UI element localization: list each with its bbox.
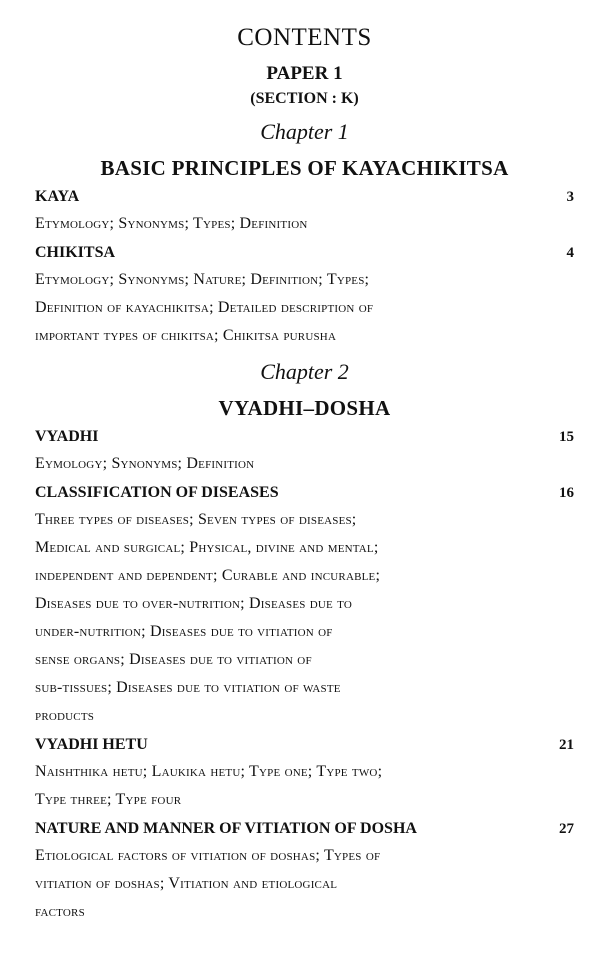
chapter-1 bbox=[35, 118, 574, 350]
description-line: under-nutrition; Diseases due to vitiation of bbox=[35, 623, 333, 640]
toc-entry-chikitsa[interactable] bbox=[35, 240, 574, 350]
description-line: Naishthika hetu; Laukika hetu; Type one; Type two; bbox=[35, 763, 383, 780]
description-line: important types of chikitsa; Chikitsa purusha bbox=[35, 327, 337, 344]
description-line: Three types of diseases; Seven types of diseases; bbox=[35, 511, 357, 528]
entry-page-number[interactable]: 15 bbox=[559, 429, 574, 445]
chapter-title: VYADHI–DOSHA bbox=[218, 396, 391, 420]
entry-heading[interactable]: VYADHI HETU bbox=[35, 736, 148, 753]
description-line: Medical and surgical; Physical, divine and mental; bbox=[35, 539, 379, 556]
entry-description bbox=[35, 450, 574, 478]
entry-description bbox=[35, 210, 574, 238]
entry-heading[interactable]: NATURE AND MANNER OF VITIATION OF DOSHA bbox=[35, 820, 417, 837]
toc-entry-vyadhi-hetu[interactable] bbox=[35, 732, 574, 814]
description-line: Eymology; Synonyms; Definition bbox=[35, 455, 255, 472]
description-line: products bbox=[35, 707, 95, 724]
description-line: Etymology; Synonyms; Types; Definition bbox=[35, 215, 308, 232]
description-line: Type three; Type four bbox=[35, 791, 182, 808]
chapter-label: Chapter 1 bbox=[260, 119, 349, 144]
description-line: Diseases due to over-nutrition; Diseases due to bbox=[35, 595, 353, 612]
entry-heading[interactable]: CLASSIFICATION OF DISEASES bbox=[35, 484, 279, 501]
entry-description bbox=[35, 506, 574, 730]
contents-title: CONTENTS bbox=[237, 24, 372, 51]
entry-description bbox=[35, 758, 574, 814]
entry-description bbox=[35, 842, 574, 926]
section-title: (SECTION : K) bbox=[250, 90, 359, 107]
toc-entry-kaya[interactable] bbox=[35, 184, 574, 238]
entry-page-number[interactable]: 27 bbox=[559, 821, 574, 837]
description-line: independent and dependent; Curable and incurable; bbox=[35, 567, 381, 584]
paper-title: PAPER 1 bbox=[266, 63, 343, 84]
entry-heading[interactable]: CHIKITSA bbox=[35, 244, 116, 261]
entry-heading[interactable]: KAYA bbox=[35, 188, 80, 205]
entry-page-number[interactable]: 4 bbox=[566, 245, 574, 261]
description-line: sense organs; Diseases due to vitiation of bbox=[35, 651, 312, 668]
description-line: factors bbox=[35, 903, 85, 920]
toc-entry-classification-of-diseases[interactable] bbox=[35, 480, 574, 730]
chapter-label: Chapter 2 bbox=[260, 359, 349, 384]
entry-page-number[interactable]: 3 bbox=[566, 189, 574, 205]
description-line: vitiation of doshas; Vitiation and etiological bbox=[35, 875, 338, 892]
chapter-title: BASIC PRINCIPLES OF KAYACHIKITSA bbox=[100, 156, 509, 180]
entry-page-number[interactable]: 16 bbox=[559, 485, 574, 501]
chapter-2 bbox=[35, 358, 574, 926]
toc-entry-nature-and-manner-of-vitiation[interactable] bbox=[35, 816, 574, 926]
entry-page-number[interactable]: 21 bbox=[559, 737, 574, 753]
description-line: sub-tissues; Diseases due to vitiation of waste bbox=[35, 679, 341, 696]
toc-entry-vyadhi[interactable] bbox=[35, 424, 574, 478]
entry-description bbox=[35, 266, 574, 350]
description-line: Etiological factors of vitiation of doshas; Types of bbox=[35, 847, 381, 864]
description-line: Etymology; Synonyms; Nature; Definition; Types; bbox=[35, 271, 370, 288]
description-line: Definition of kayachikitsa; Detailed description of bbox=[35, 299, 374, 316]
entry-heading[interactable]: VYADHI bbox=[35, 428, 99, 445]
